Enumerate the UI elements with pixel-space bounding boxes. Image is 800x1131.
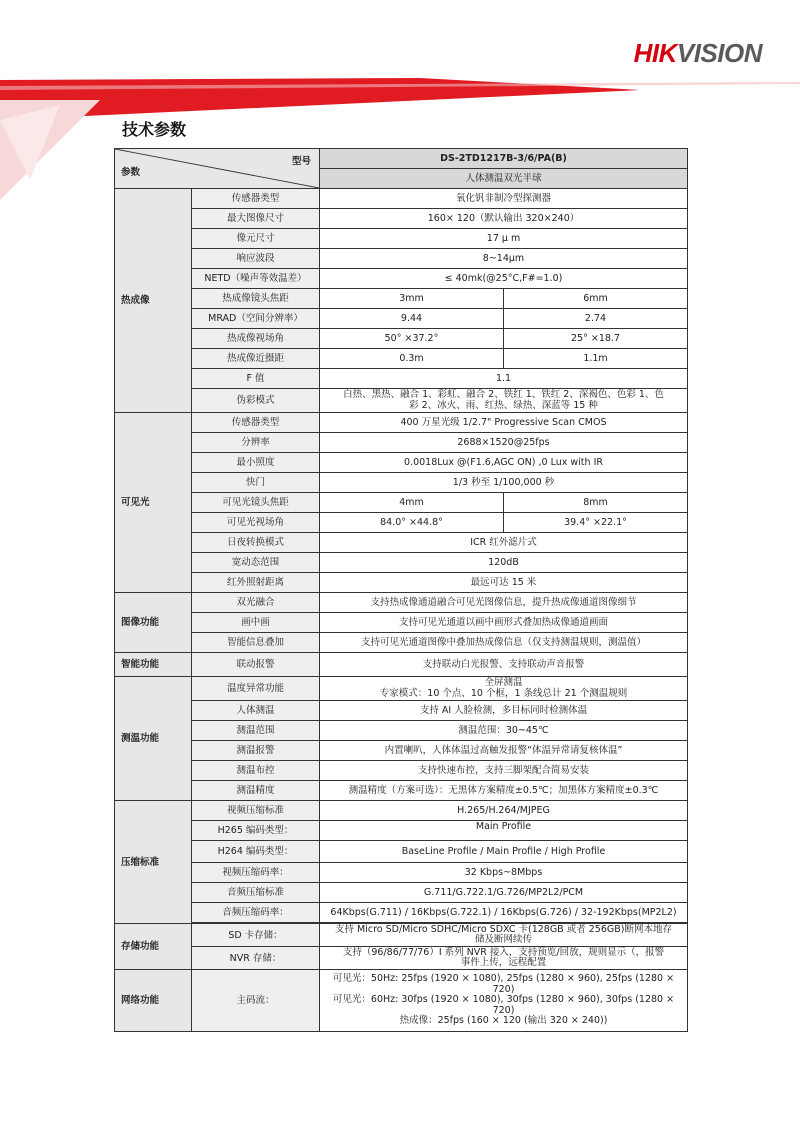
row-label: 主码流： xyxy=(192,970,320,1032)
category-smart: 智能功能 xyxy=(115,653,192,677)
row-value-3mm: 3mm xyxy=(320,289,504,309)
row-label: 测温精度 xyxy=(192,781,320,801)
row-value: 160× 120（默认输出 320×240） xyxy=(320,209,688,229)
category-thermal: 热成像 xyxy=(115,189,192,413)
row-value-8mm: 39.4° ×22.1° xyxy=(504,513,688,533)
row-value: 64Kbps(G.711) / 16Kbps(G.722.1) / 16Kbps(G.726) / 32-192Kbps(MP2L2) xyxy=(320,903,688,923)
row-label: 测温范围 xyxy=(192,721,320,741)
row-label: 分辨率 xyxy=(192,433,320,453)
row-label: 双光融合 xyxy=(192,593,320,613)
row-label: H265 编码类型： xyxy=(192,821,320,841)
row-value-3mm: 9.44 xyxy=(320,309,504,329)
row-value-6mm: 6mm xyxy=(504,289,688,309)
row-label: F 值 xyxy=(192,369,320,389)
row-value: 120dB xyxy=(320,553,688,573)
stream-line3: 热成像：25fps (160 × 120 (输出 320 × 240)) xyxy=(399,1015,608,1027)
row-label: 测温布控 xyxy=(192,761,320,781)
row-label: 热成像镜头焦距 xyxy=(192,289,320,309)
row-value-3mm: 50° ×37.2° xyxy=(320,329,504,349)
abnormal-line2: 专家模式：10 个点、10 个框，1 条线总计 21 个测温规则 xyxy=(379,687,628,699)
row-label: 伪彩模式 xyxy=(192,389,320,413)
category-image: 图像功能 xyxy=(115,593,192,653)
category-visible: 可见光 xyxy=(115,413,192,593)
row-value: 支持联动白光报警、支持联动声音报警 xyxy=(320,653,688,677)
row-label: 测温报警 xyxy=(192,741,320,761)
row-value-6mm: 25° ×18.7 xyxy=(504,329,688,349)
row-value: ICR 红外滤片式 xyxy=(320,533,688,553)
row-value: 支持可见光通道以画中画形式叠加热成像通道画面 xyxy=(320,613,688,633)
row-label: 宽动态范围 xyxy=(192,553,320,573)
row-label: 热成像视场角 xyxy=(192,329,320,349)
category-temp: 测温功能 xyxy=(115,677,192,801)
nvr-line1: 支持（96/86/77/76）I 系列 NVR 接入，支持预览/回放，规则显示（，报警 xyxy=(342,946,665,958)
row-label: 画中画 xyxy=(192,613,320,633)
row-label: H264 编码类型： xyxy=(192,841,320,863)
row-value: 测温精度（方案可选）：无黑体方案精度±0.5℃；加黑体方案精度±0.3℃ xyxy=(320,781,688,801)
row-label: 传感器类型 xyxy=(192,189,320,209)
row-value-6mm: 2.74 xyxy=(504,309,688,329)
row-value: 32 Kbps~8Mbps xyxy=(320,863,688,883)
row-value-abnormal xyxy=(320,677,688,701)
row-value-8mm: 8mm xyxy=(504,493,688,513)
row-label: 音频压缩码率： xyxy=(192,903,320,923)
row-label: 响应波段 xyxy=(192,249,320,269)
row-label: NETD（噪声等效温差） xyxy=(192,269,320,289)
stream-line2: 可见光：60Hz: 30fps (1920 × 1080), 30fps (1280 × 960), 30fps (1280 × 720) xyxy=(332,994,675,1016)
palettes-line2: 彩 2、冰火、雨、红热、绿热、深蓝等 15 种 xyxy=(409,399,598,411)
row-value: G.711/G.722.1/G.726/MP2L2/PCM xyxy=(320,883,688,903)
header-corner xyxy=(115,149,320,189)
spec-table xyxy=(114,148,688,1032)
nvr-line2: 事件上传，远程配置 xyxy=(460,957,547,968)
row-label: MRAD（空间分辨率） xyxy=(192,309,320,329)
param-header-label: 参数 xyxy=(121,167,141,178)
row-value: 最远可达 15 米 xyxy=(320,573,688,593)
row-value-6mm: 1.1m xyxy=(504,349,688,369)
row-label: 快门 xyxy=(192,473,320,493)
row-label: 日夜转换模式 xyxy=(192,533,320,553)
row-label: 可见光镜头焦距 xyxy=(192,493,320,513)
row-value-palettes xyxy=(320,389,688,413)
model-header-label: 型号 xyxy=(291,156,311,167)
diagonal-line xyxy=(115,149,319,188)
product-name: 人体测温双光半球 xyxy=(320,169,688,189)
row-value: 1/3 秒至 1/100,000 秒 xyxy=(320,473,688,493)
row-value: 1.1 xyxy=(320,369,688,389)
row-value: BaseLine Profile / Main Profile / High Profile xyxy=(320,841,688,863)
row-value: ≤ 40mk(@25°C,F#=1.0) xyxy=(320,269,688,289)
row-label: 像元尺寸 xyxy=(192,229,320,249)
row-label: 视频压缩标准 xyxy=(192,801,320,821)
row-label: 联动报警 xyxy=(192,653,320,677)
hikvision-logo: HIKVISION xyxy=(633,38,762,68)
category-compression: 压缩标准 xyxy=(115,801,192,924)
row-label: 温度异常功能 xyxy=(192,677,320,701)
row-label: 可见光视场角 xyxy=(192,513,320,533)
row-label: 音频压缩标准 xyxy=(192,883,320,903)
row-label: 热成像近摄距 xyxy=(192,349,320,369)
row-value: 支持 AI 人脸检测，多目标同时检测体温 xyxy=(320,701,688,721)
row-value: 8~14μm xyxy=(320,249,688,269)
row-value: H.265/H.264/MJPEG xyxy=(320,801,688,821)
row-value-3mm: 0.3m xyxy=(320,349,504,369)
palettes-line1: 白热、黑热、融合 1、彩虹、融合 2、铁红 1、铁红 2、深褐色、色彩 1、色 xyxy=(343,389,664,400)
row-value: 0.0018Lux @(F1.6,AGC ON) ,0 Lux with IR xyxy=(320,453,688,473)
row-value: Main Profile xyxy=(320,821,688,841)
row-value: 测温范围：30~45℃ xyxy=(320,721,688,741)
row-value-nvr xyxy=(320,947,688,970)
row-label: 最小照度 xyxy=(192,453,320,473)
model-number: DS-2TD1217B-3/6/PA(B) xyxy=(320,149,688,169)
sd-line1: 支持 Micro SD/Micro SDHC/Micro SDXC 卡(128GB 或者 256GB)断网本地存 xyxy=(335,923,672,935)
category-network: 网络功能 xyxy=(115,970,192,1032)
row-value: 400 万星光级 1/2.7" Progressive Scan CMOS xyxy=(320,413,688,433)
row-label: 视频压缩码率： xyxy=(192,863,320,883)
row-value-stream xyxy=(320,970,688,1032)
row-label: 人体测温 xyxy=(192,701,320,721)
row-value: 支持热成像通道融合可见光图像信息，提升热成像通道图像细节 xyxy=(320,593,688,613)
category-storage: 存储功能 xyxy=(115,924,192,970)
stream-line1: 可见光：50Hz: 25fps (1920 × 1080), 25fps (1280 × 960), 25fps (1280 × 720) xyxy=(332,973,675,995)
row-label: 智能信息叠加 xyxy=(192,633,320,653)
row-label: NVR 存储： xyxy=(192,947,320,970)
row-value: 支持可见光通道图像中叠加热成像信息（仅支持测温规则，测温值） xyxy=(320,633,688,653)
row-value: 内置喇叭，人体体温过高触发报警“体温异常请复核体温” xyxy=(320,741,688,761)
row-value: 氧化钒非制冷型探测器 xyxy=(320,189,688,209)
row-label: 传感器类型 xyxy=(192,413,320,433)
row-value-sd xyxy=(320,924,688,947)
abnormal-line1: 全屏测温 xyxy=(484,677,523,688)
row-value: 支持快速布控，支持三脚架配合简易安装 xyxy=(320,761,688,781)
row-label: SD 卡存储： xyxy=(192,924,320,947)
row-value: 17 μ m xyxy=(320,229,688,249)
row-value: 2688×1520@25fps xyxy=(320,433,688,453)
row-value-4mm: 84.0° ×44.8° xyxy=(320,513,504,533)
row-label: 红外照射距离 xyxy=(192,573,320,593)
row-label: 最大图像尺寸 xyxy=(192,209,320,229)
row-value-4mm: 4mm xyxy=(320,493,504,513)
page-title: 技术参数 xyxy=(122,120,187,139)
sd-line2: 储及断网续传 xyxy=(474,934,532,945)
